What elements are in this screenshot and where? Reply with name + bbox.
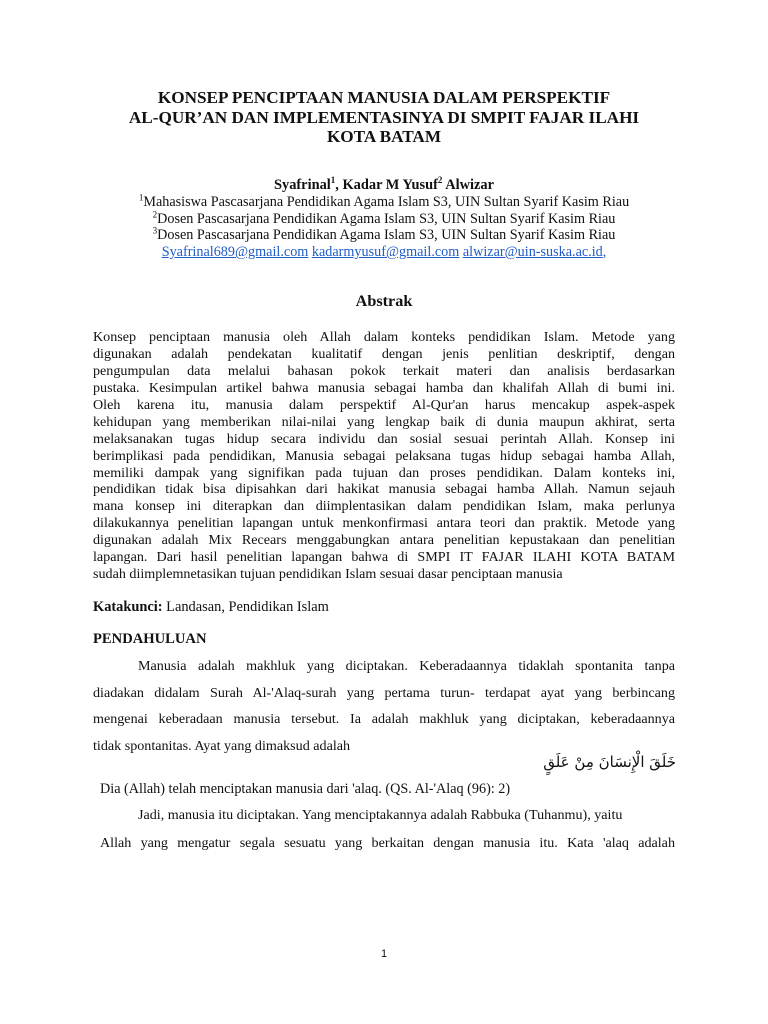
- author-name: Alwizar: [442, 177, 494, 193]
- author-name: Syafrinal: [274, 177, 331, 193]
- keywords-value: Landasan, Pendidikan Islam: [162, 599, 329, 615]
- author-list: [80, 176, 688, 194]
- title-line: KONSEP PENCIPTAAN MANUSIA DALAM PERSPEKTIF: [157, 88, 611, 107]
- arabic-verse: خَلَقَ الْإِنسَانَ مِنْ عَلَقٍ: [543, 753, 676, 771]
- abstract-line: dilakukannya penelitian lapangan untuk menkonfirmasi antara teori dan praktik. Metode yang: [93, 515, 675, 532]
- abstract-line: memiliki dampak yang signifikan pada tujuan dan proses pendidikan. Dalam konteks ini,: [93, 464, 675, 481]
- keywords-label: Katakunci:: [93, 599, 163, 615]
- keywords: [93, 598, 329, 616]
- affiliation-text: Dosen Pascasarjana Pendidikan Agama Islam S3, UIN Sultan Syarif Kasim Riau: [157, 227, 616, 243]
- abstract-body: [93, 329, 675, 583]
- author-affil-mark: 2: [437, 175, 443, 186]
- body-line: Allah yang mengatur segala sesuatu yang berkaitan dengan manusia itu. Kata 'alaq adalah: [100, 835, 675, 851]
- affiliation-mark: 1: [138, 192, 144, 203]
- continuation-paragraph: [100, 801, 675, 857]
- abstract-line: berimplikasi pada pendidikan, Manusia sebagai pelaksana tugas hidup sebagai hamba Allah,: [93, 447, 675, 464]
- verse-translation: Dia (Allah) telah menciptakan manusia dari 'alaq. (QS. Al-'Alaq (96): 2): [100, 781, 511, 797]
- body-line: diadakan didalam Surah Al-'Alaq-surah yang pertama turun- terdapat ayat yang berbincang: [93, 684, 675, 701]
- author-affil-mark: 1: [330, 175, 336, 186]
- affiliation-line: [80, 193, 688, 211]
- body-line: tidak spontanitas. Ayat yang dimaksud adalah: [93, 737, 351, 754]
- affiliation-text: Dosen Pascasarjana Pendidikan Agama Islam S3, UIN Sultan Syarif Kasim Riau: [157, 211, 616, 227]
- abstract-line: pengumpulan data melalui bahasan pokok terkait materi dan analisis berdasarkan: [93, 362, 675, 379]
- email-link[interactable]: kadarmyusuf@gmail.com: [311, 244, 460, 260]
- abstract-line: pustaka. Kesimpulan artikel bahwa manusia sebagai hamba dan khalifah Allah di bumi ini.: [93, 379, 675, 396]
- email-link[interactable]: alwizar@uin-suska.ac.id: [462, 244, 603, 260]
- email-list: [80, 243, 688, 261]
- affiliation-mark: 2: [152, 209, 158, 220]
- author-separator: ,: [335, 177, 343, 193]
- abstract-line: melaksanakan tugas hidup secara individu dan sosial sesuai perintah Allah. Konsep ini: [93, 430, 675, 447]
- abstract-heading: Abstrak: [355, 292, 413, 310]
- abstract-line: Konsep penciptaan manusia oleh Allah dalam konteks pendidikan Islam. Metode yang: [93, 329, 675, 345]
- abstract-line: kehidupan yang memberikan nilai-nilai yang lengkap baik di dunia maupun akhirat, serta: [93, 413, 675, 430]
- affiliation-mark: 3: [152, 225, 158, 236]
- body-line: Jadi, manusia itu diciptakan. Yang menciptakannya adalah Rabbuka (Tuhanmu), yaitu: [138, 807, 623, 823]
- abstract-line: digunakan adalah pendekatan kualitatif dengan jenis penlitian deskriptif, dengan: [93, 345, 675, 362]
- title-line: AL-QUR’AN DAN IMPLEMENTASINYA DI SMPIT FAJAR ILAHI: [128, 107, 640, 127]
- body-line: Manusia adalah makhluk yang diciptakan. Keberadaannya tidaklah spontanita tanpa: [138, 658, 675, 674]
- author-name: Kadar M Yusuf: [342, 177, 438, 193]
- paper-title: [80, 88, 688, 147]
- body-line: mengenai keberadaan manusia tersebut. Ia adalah makhluk yang diciptakan, keberadaannya: [93, 711, 675, 727]
- abstract-line: pendidikan tidak bisa dipisahkan dari hakikat manusia sebagai hamba Allah. Namun sejauh: [93, 481, 675, 498]
- email-link[interactable]: Syafrinal689@gmail.com: [161, 244, 309, 260]
- title-line: KOTA BATAM: [326, 127, 442, 146]
- abstract-line: sudah diimplemnetasikan tujuan pendidikan Islam sesuai dasar penciptaan manusia: [93, 566, 563, 583]
- intro-paragraph: [93, 653, 675, 759]
- section-heading-pendahuluan: PENDAHULUAN: [93, 631, 207, 647]
- affiliation-text: Mahasiswa Pascasarjana Pendidikan Agama Islam S3, UIN Sultan Syarif Kasim Riau: [143, 194, 630, 210]
- abstract-line: digunakan adalah Mix Recears menggabungkan antara penelitian kepustakaan dan penelitian: [93, 532, 675, 549]
- page-number: 1: [380, 948, 388, 960]
- abstract-line: Oleh karena itu, manusia dalam perspektif Al-Qur'an harus mencakup aspek-aspek: [93, 396, 675, 413]
- affiliation-line: [80, 226, 688, 244]
- abstract-line: mana konsep ini diterapkan dan diimplentasikan dalam pendidikan Islam, maka perlunya: [93, 498, 675, 515]
- email-trailing: ,: [602, 244, 607, 260]
- abstract-line: lapangan. Dari hasil penelitian lapangan bahwa di SMPI IT FAJAR ILAHI KOTA BATAM: [93, 549, 675, 566]
